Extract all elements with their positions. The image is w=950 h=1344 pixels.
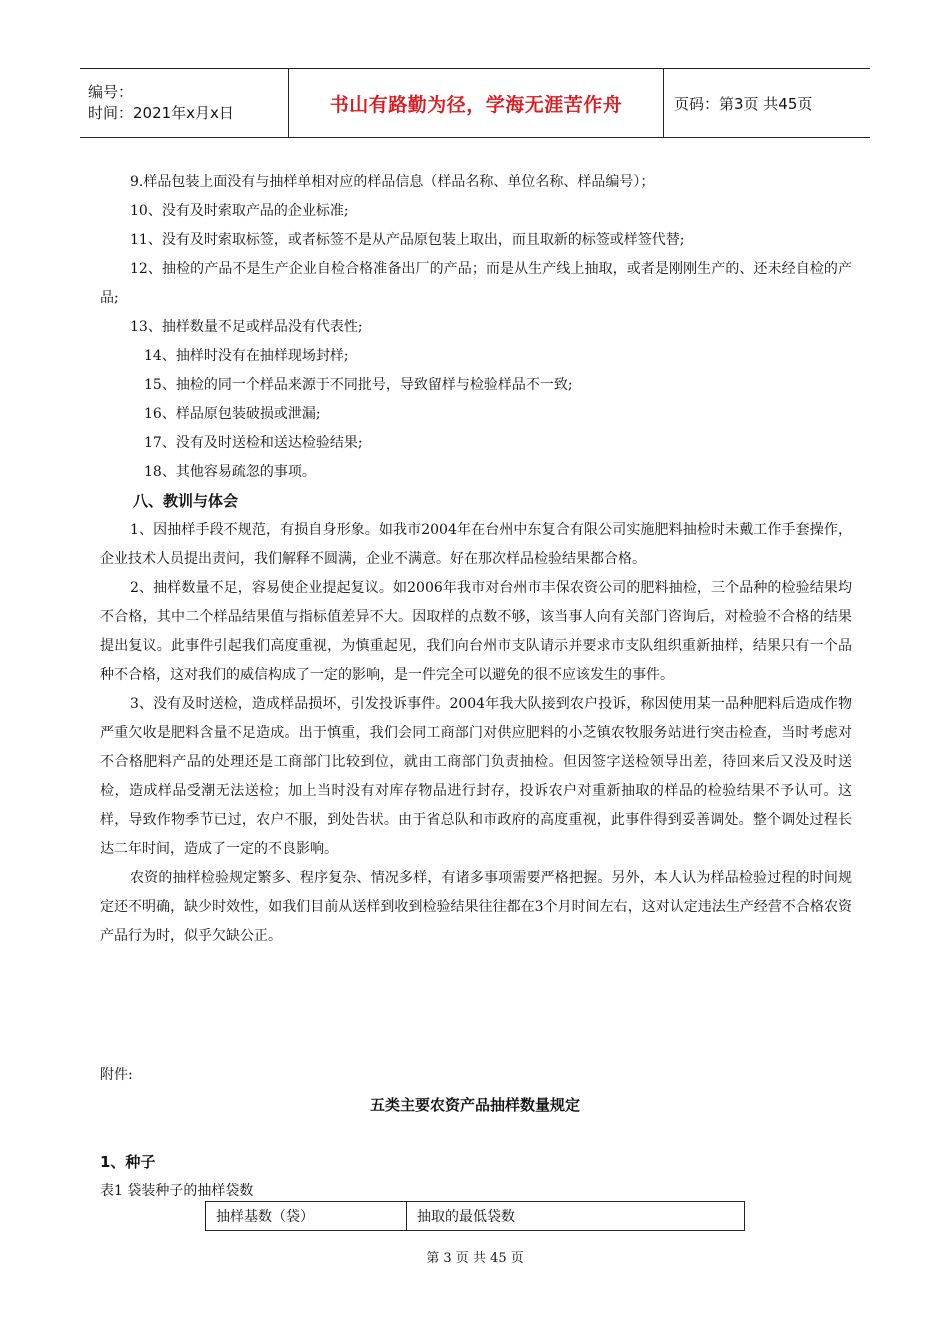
section-heading-8: 八、教训与体会	[133, 492, 239, 510]
list-item: 11、没有及时索取标签，或者标签不是从产品原包装上取出，而且取新的标签或样签代替;	[130, 232, 685, 248]
list-item: 16、样品原包装破损或泄漏;	[144, 406, 321, 422]
list-item: 12、抽检的产品不是生产企业自检合格准备出厂的产品；而是从生产线上抽取，或者是刚刚生产的、还未经自检的产品;	[100, 261, 852, 306]
paragraph: 2、抽样数量不足，容易使企业提起复议。如2006年我市对台州市丰保农资公司的肥料抽检，三个品种的检验结果均不合格，其中二个样品结果值与指标值差异不大。因取样的点数不够，该当事人向有关部门咨询后，对检验不合格的结果提出复议。此事件引起我们高度重视，为慎重起见，我们向台州市支队请示并要求市支队组织重新抽样，结果只有一个品种不合格，这对我们的威信构成了一定的影响，是一件完全可以避免的很不应该发生的事件。	[100, 580, 852, 683]
table-header-cell: 抽样基数（袋）	[206, 1202, 407, 1231]
list-item: 14、抽样时没有在抽样现场封样;	[144, 348, 349, 364]
document-number-label: 编号：	[88, 83, 134, 101]
attachment-label: 附件:	[100, 1067, 133, 1083]
list-item: 15、抽检的同一个样品来源于不同批号，导致留样与检验样品不一致;	[144, 377, 573, 393]
header-meta	[80, 69, 289, 137]
paragraph: 3、没有及时送检，造成样品损坏，引发投诉事件。2004年我大队接到农户投诉，称因使用某一品种肥料后造成作物严重欠收是肥料含量不足造成。出于慎重，我们会同工商部门对供应肥料的小芝镇农牧服务站进行突击检查，当时考虑对不合格肥料产品的处理还是工商部门比较到位，就由工商部门负责抽检。但因签字送检领导出差，待回来后又没及时送检，造成样品受潮无法送检；加上当时没有对库存物品进行封存，投诉农户对重新抽取的样品的检验结果不予认可。这样，导致作物季节已过，农户不服，到处告状。由于省总队和市政府的高度重视，此事件得到妥善调处。整个调处过程长达二年时间，造成了一定的不良影响。	[100, 696, 852, 857]
page-header	[80, 68, 870, 138]
page-footer: 第 3 页 共 45 页	[426, 1251, 524, 1266]
paragraph: 农资的抽样检验规定繁多、程序复杂、情况多样，有诸多事项需要严格把握。另外，本人认为样品检验过程的时间规定还不明确，缺少时效性，如我们目前从送样到收到检验结果往往都在3个月时间左右，这对认定违法生产经营不合格农资产品行为时，似乎欠缺公正。	[100, 870, 852, 944]
table-header-cell: 抽取的最低袋数	[407, 1202, 745, 1231]
header-page-info: 页码：第3页 共45页	[674, 94, 813, 113]
list-item: 9.样品包装上面没有与抽样单相对应的样品信息（样品名称、单位名称、样品编号）；	[130, 174, 655, 190]
list-item: 10、没有及时索取产品的企业标准;	[130, 203, 349, 219]
sampling-table	[205, 1201, 745, 1231]
header-motto: 书山有路勤为径，学海无涯苦作舟	[289, 69, 664, 137]
table-caption: 表1 袋装种子的抽样袋数	[100, 1183, 254, 1199]
list-item: 13、抽样数量不足或样品没有代表性;	[130, 319, 363, 335]
attachment-title: 五类主要农资产品抽样数量规定	[369, 1096, 580, 1114]
table-header-row	[206, 1202, 745, 1231]
section-heading-seeds: 1、种子	[100, 1153, 156, 1171]
list-item: 17、没有及时送检和送达检验结果;	[144, 435, 363, 451]
document-time-label: 时间：2021年x月x日	[88, 104, 234, 122]
document-body	[100, 168, 852, 951]
list-item: 18、其他容易疏忽的事项。	[144, 464, 316, 480]
paragraph: 1、因抽样手段不规范，有损自身形象。如我市2004年在台州中东复合有限公司实施肥料抽检时未戴工作手套操作，企业技术人员提出责问，我们解释不圆满，企业不满意。好在那次样品检验结果都合格。	[100, 522, 852, 567]
